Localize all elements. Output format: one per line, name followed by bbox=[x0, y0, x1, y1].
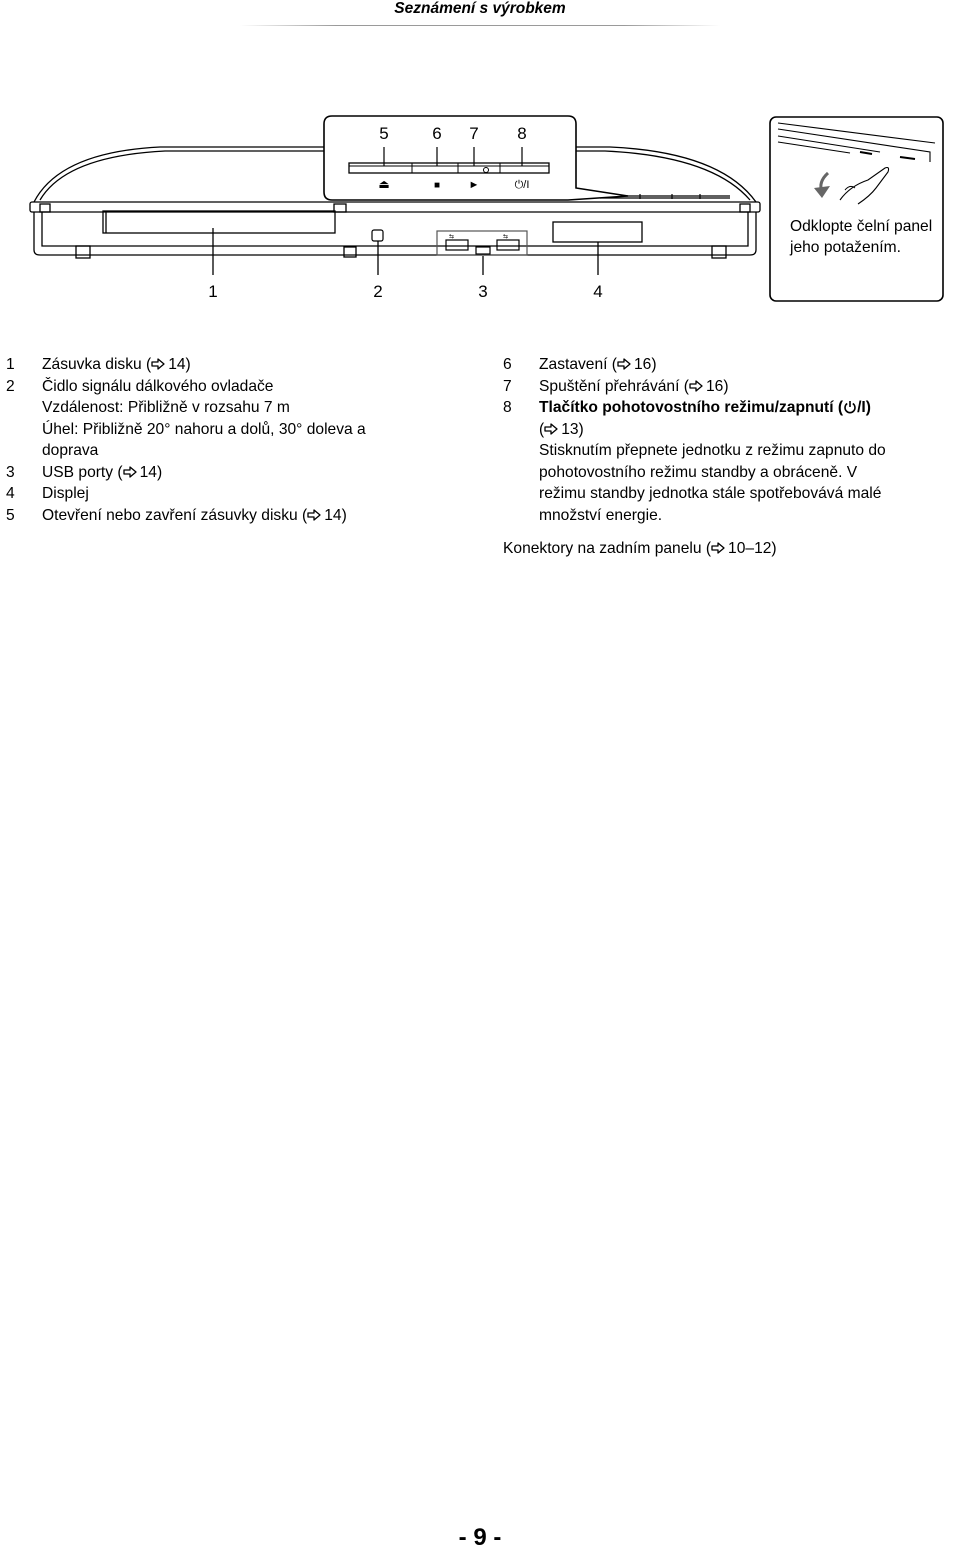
device-front-diagram bbox=[0, 100, 960, 310]
rear-panel-text: Konektory na zadním panelu ( bbox=[503, 540, 712, 557]
disc-tray bbox=[103, 211, 335, 233]
inset-label-8: 8 bbox=[517, 124, 527, 143]
button-inset bbox=[324, 116, 628, 200]
list-item bbox=[6, 483, 476, 505]
item-ref: 13) bbox=[561, 420, 584, 438]
page-header bbox=[0, 0, 960, 26]
rear-panel-ref: 10–12) bbox=[728, 540, 777, 557]
item-ref: 16) bbox=[705, 377, 729, 395]
reference-arrow-icon bbox=[307, 509, 321, 521]
callout-4: 4 bbox=[593, 282, 603, 301]
svg-text:⇆: ⇆ bbox=[503, 234, 509, 240]
inset-label-5: 5 bbox=[379, 124, 389, 143]
panel-open-illustration bbox=[770, 117, 943, 301]
item-number: 4 bbox=[6, 485, 15, 502]
callout-1: 1 bbox=[208, 282, 218, 301]
svg-text:⇆: ⇆ bbox=[449, 234, 455, 240]
item-ref: 14) bbox=[324, 506, 347, 524]
item-text: Displej bbox=[42, 485, 89, 502]
stop-icon: ■ bbox=[433, 180, 441, 191]
feature-list-right: 6 Zastavení ( 16) 7 Spuštění přehrávání ( 16) 8 Tlačítko pohotovostního režimu/zapnutí ( /I) ( 13) Stisknutím přepnete jednotku z režimu zapnuto do pohotovostního režimu standby a obráceně. V režimu standby jednotka stále spotřebovává malé množství energie. bbox=[503, 354, 958, 526]
callout-2: 2 bbox=[373, 282, 383, 301]
item-text-end: /I) bbox=[857, 399, 871, 416]
item-text: Tlačítko pohotovostního režimu/zapnutí ( bbox=[539, 399, 844, 416]
item-number: 8 bbox=[503, 399, 512, 416]
rear-panel-note bbox=[503, 540, 777, 558]
list-item bbox=[6, 354, 476, 376]
item-text: USB porty ( bbox=[42, 463, 123, 481]
remote-sensor bbox=[372, 230, 383, 241]
reference-arrow-icon bbox=[123, 466, 137, 478]
item-text: Zastavení ( bbox=[539, 356, 617, 373]
item-number: 1 bbox=[6, 356, 15, 373]
power-icon bbox=[843, 400, 857, 414]
header-divider bbox=[240, 25, 720, 26]
page-number: - 9 - bbox=[458, 1524, 502, 1551]
item-detail: Úhel: Přibližně 20° nahoru a dolů, 30° doleva a bbox=[42, 420, 366, 438]
list-item bbox=[503, 376, 958, 398]
section-title: Seznámení s výrobkem bbox=[394, 0, 566, 17]
item-detail: režimu standby jednotka stále spotřebovává malé bbox=[539, 485, 882, 502]
panel-note: Odklopte čelní panel jeho potažením. bbox=[790, 218, 933, 256]
item-detail: pohotovostního režimu standby a obráceně. V bbox=[539, 463, 858, 481]
reference-arrow-icon bbox=[617, 358, 631, 370]
list-item bbox=[503, 397, 958, 419]
eject-icon: ⏏ bbox=[378, 177, 390, 191]
front-display bbox=[553, 222, 642, 242]
reference-arrow-icon bbox=[151, 358, 165, 370]
item-detail: doprava bbox=[42, 442, 99, 459]
item-text: Spuštění přehrávání ( bbox=[539, 377, 689, 395]
list-item bbox=[6, 462, 476, 484]
item-ref: 14) bbox=[168, 356, 191, 373]
item-ref: 14) bbox=[139, 463, 163, 481]
item-detail: množství energie. bbox=[539, 506, 663, 524]
list-item bbox=[6, 505, 476, 527]
item-ref: 16) bbox=[634, 356, 657, 373]
usb-ports bbox=[437, 231, 527, 255]
inset-label-7: 7 bbox=[469, 124, 479, 143]
item-text: Otevření nebo zavření zásuvky disku ( bbox=[42, 506, 308, 524]
power-icon: ⏻/I bbox=[514, 179, 530, 191]
inset-label-6: 6 bbox=[432, 124, 442, 143]
item-number: 3 bbox=[6, 463, 15, 481]
item-number: 2 bbox=[6, 377, 15, 395]
reference-arrow-icon bbox=[689, 380, 703, 392]
reference-arrow-icon bbox=[544, 423, 558, 435]
feature-list-left bbox=[6, 354, 476, 526]
item-number: 5 bbox=[6, 506, 15, 524]
play-icon: ► bbox=[468, 179, 480, 191]
item-detail: Stisknutím přepnete jednotku z režimu zapnuto do bbox=[539, 442, 886, 459]
item-detail: Vzdálenost: Přibližně v rozsahu 7 m bbox=[42, 399, 290, 416]
item-text: Čidlo signálu dálkového ovladače bbox=[42, 377, 274, 395]
list-item bbox=[503, 354, 958, 376]
item-number: 6 bbox=[503, 356, 512, 373]
list-item bbox=[6, 376, 476, 398]
reference-arrow-icon bbox=[711, 542, 725, 554]
callout-3: 3 bbox=[478, 282, 488, 301]
item-text: Zásuvka disku ( bbox=[42, 356, 152, 373]
item-number: 7 bbox=[503, 377, 512, 395]
